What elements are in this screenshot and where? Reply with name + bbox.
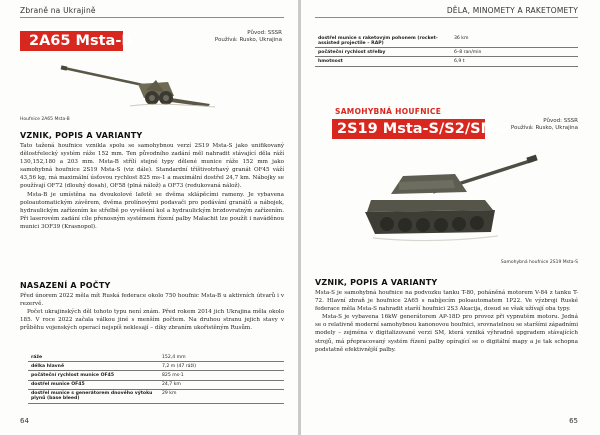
paragraph: Msta-S je samohybná houfnice na podvozku tanku T-80, poháněná motorem V-84 z tanku T-72. Hlavní zbraň je houfnice 2A65 s nabíjecím poloautomatem 1P22. Ve výzbroji Ruské federace měla Msta-S nahradit starší houfnici 2S3 Akacija, dosud se však užívají oba typy.: [315, 290, 578, 313]
spec-row: počáteční rychlost střelby 6–8 ran/min: [315, 48, 578, 57]
left-page-title: 2A65 Msta-B: [29, 33, 133, 49]
right-running-header: DĚLA, MINOMETY A RAKETOMETY: [446, 6, 578, 15]
left-section-heading-origin: VZNIK, POPIS A VARIANTY: [20, 131, 143, 140]
spec-row: počáteční rychlost munice OF45 825 ms-1: [28, 371, 284, 380]
spec-row: dostřel munice OF45 24,7 km: [28, 380, 284, 389]
right-spec-table: [315, 34, 578, 67]
origin-label: Původ: SSSR: [543, 118, 578, 124]
right-page-number: 65: [569, 417, 578, 425]
left-header-rule: [20, 17, 284, 18]
right-page: [301, 0, 600, 435]
right-image-caption: Samohybná houfnice 2S19 Msta-S: [500, 260, 578, 265]
right-subtitle: SAMOHYBNÁ HOUFNICE: [335, 107, 442, 116]
right-body-text: [315, 289, 578, 354]
spec-row: dostřel munice s raketovým pohonem (rocket-assisted projectile – RAP) 36 km: [315, 34, 578, 48]
spec-row: ráže 152,4 mm: [28, 353, 284, 362]
left-page: [0, 0, 298, 435]
users-label: Používá: Rusko, Ukrajina: [214, 37, 282, 43]
paragraph: Počet ukrajinských děl tohoto typu není znám. Před rokem 2014 jich Ukrajina měla okolo 185. V roce 2022 začala válkou jiné s menším počtem. Na druhou stranu jejich stavy v průběhu vojenských operací nejspíš neklesají – díky zbraním ukořistěným Rusům.: [20, 309, 284, 332]
origin-label: Původ: SSSR: [247, 30, 282, 36]
users-label: Používá: Rusko, Ukrajina: [510, 125, 578, 131]
towed-howitzer-image: [60, 60, 220, 110]
spec-row: dostřel munice s generátorem dnového výtoku plynů (base bleed) 29 km: [28, 389, 284, 403]
left-image-caption: Houfnice 2A65 Msta-B: [20, 117, 70, 122]
left-section-heading-deployment: NASAZENÍ A POČTY: [20, 281, 111, 290]
left-spec-table: [28, 353, 284, 404]
left-body-text-2: [20, 292, 284, 332]
self-propelled-howitzer-image: [363, 152, 543, 252]
paragraph: Tato tažená houfnice vznikla spolu se samohybnou verzí 2S19 Msta-S jako unifikovaný dělostřelecký systém ráže 152 mm. Ten původního zadání měl nahradit stávající děla ráží 130,152,180 a 203 mm. Msta-B střílí stejné typy dělené munice ráže 152 mm jako samohybná houfnice 2S19 Msta-S (viz dále). Standardní tříštivotrhavý granát OF45 váží 43,56 kg, má maximální úsťovou rychlost 825 ms-1 a maximální dostřel 24,7 km. Nábojky se používají OF72 (dlouhý dosah), OF58 (plná nálož) a OF73 (redukovaná nálož).: [20, 143, 284, 190]
left-running-header: Zbraně na Ukrajině: [20, 6, 96, 15]
right-header-rule: [315, 17, 578, 18]
paragraph: Msta-B je umístěna na dvoukolové lafetě se dvěma sklápěcími rameny. Je vybavena poloautomatickým závěrem, dvěma prolínovými podavači pro podávání granátů a nábojek, hydraulickým zařízením ke střelbě po vyvěšení kol a hydraulickým brzdovratným zařízením. Při laserovém zadání cíle přenosným systémem řízení palby Malachit lze použít i naváděnou munici 3OF39 (Krasnopol).: [20, 191, 284, 230]
spec-row: délka hlavně 7,2 m (47 ráží): [28, 362, 284, 371]
left-meta: [190, 30, 282, 44]
left-page-number: 64: [20, 417, 29, 425]
paragraph: Msta-S je vybavena 16kW generátorem AP-18D pro provoz při vypnutém motoru. Jedná se o relativně moderní samohybnou kanonovou houfnici, srovnatelnou se staršími západními modely – zejména v digitalizované verzi SM, která vzniká výhradně upgradem stávajících strojů, má přepracovaný systém řízení palby opírající se o digitální mapy a je tak schopna podstatně efektivnější palby.: [315, 314, 578, 353]
spec-row: hmotnost 6,9 t: [315, 57, 578, 66]
left-body-text-1: [20, 142, 284, 231]
paragraph: Před únorem 2022 měla mít Ruská federace okolo 750 houfnic Msta-B u aktivních útvarů i v rezervě.: [20, 293, 284, 308]
right-page-title: 2S19 Msta-S/S2/SM-2: [337, 121, 512, 137]
right-meta: [497, 118, 578, 132]
right-section-heading-origin: VZNIK, POPIS A VARIANTY: [315, 278, 438, 287]
